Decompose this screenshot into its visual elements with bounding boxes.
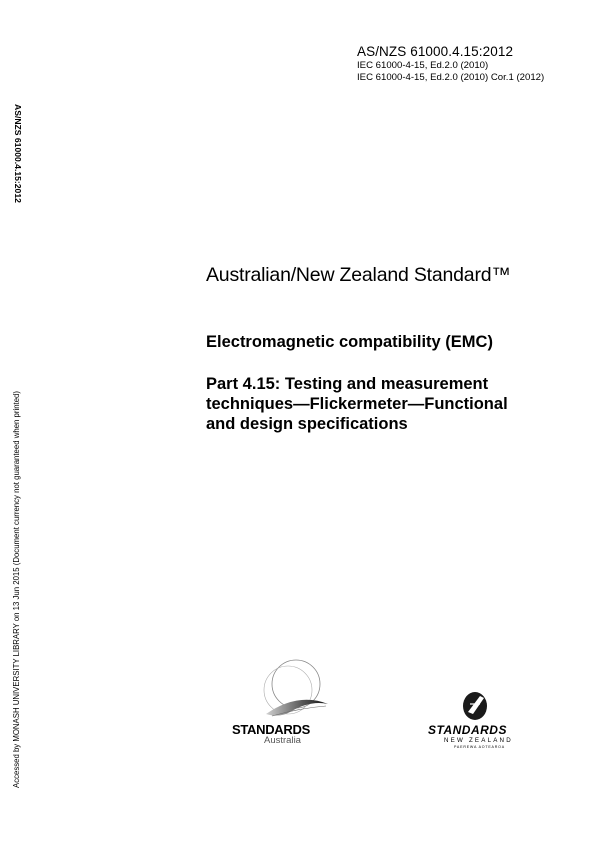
logo-nz-tiny: PAEREWA AOTEAROA: [454, 745, 505, 749]
logo-au-sub: Australia: [264, 735, 301, 746]
access-notice-text: Accessed by MONASH UNIVERSITY LIBRARY on 13 Jun 2015 (Document currency not guaranteed when printed): [12, 391, 21, 788]
iec-reference: IEC 61000-4-15, Ed.2.0 (2010): [357, 60, 489, 71]
standard-type: Australian/New Zealand Standard™: [206, 264, 511, 286]
spine-designation: [13, 104, 30, 254]
standards-australia-logo: [228, 656, 358, 746]
spine-standard-number: AS/NZS 61000.4.15:2012: [13, 104, 23, 203]
document-title: Electromagnetic compatibility (EMC): [206, 333, 493, 351]
standards-new-zealand-logo: [424, 690, 524, 750]
part-title-line: techniques—Flickermeter—Functional: [206, 395, 508, 413]
part-title-line: Part 4.15: Testing and measurement: [206, 375, 489, 393]
logo-nz-word: STANDARDS: [428, 723, 507, 737]
standard-number: AS/NZS 61000.4.15:2012: [357, 44, 514, 59]
part-title-line: and design specifications: [206, 415, 408, 433]
standards-nz-emblem-icon: [424, 690, 524, 724]
logo-nz-sub: NEW ZEALAND: [444, 737, 513, 744]
standard-identification: [357, 44, 587, 84]
logo-au-word: STANDARDS: [232, 722, 310, 737]
iec-corrigendum: IEC 61000-4-15, Ed.2.0 (2010) Cor.1 (2012): [357, 72, 545, 83]
part-title: [206, 374, 566, 434]
access-notice: [12, 378, 26, 788]
